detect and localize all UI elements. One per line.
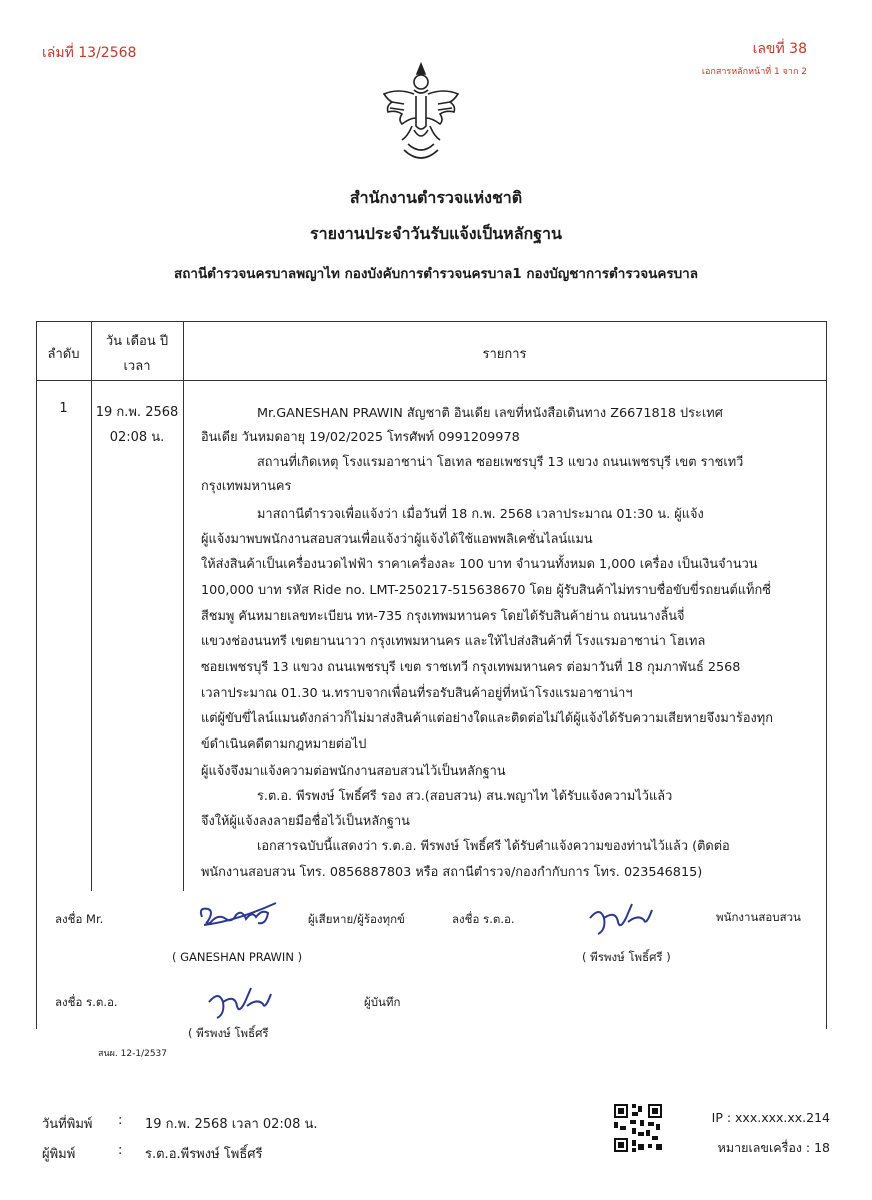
recorder-role: ผู้บันทึก [364, 995, 401, 1009]
body-line-4: กรุงเทพมหานคร [201, 479, 292, 494]
body-line-1: Mr.GANESHAN PRAWIN สัญชาติ อินเดีย เลขที่หนังสือเดินทาง Z6671818 ประเทศ [257, 406, 723, 421]
body-line-6: ผู้แจ้งมาพบพนักงานสอบสวนเพื่อแจ้งว่าผู้แจ้งได้ใช้แอพพลิเคชั่นไลน์แมน [201, 532, 593, 547]
agency-title: สำนักงานตำรวจแห่งชาติ [349, 188, 523, 207]
machine-number: หมายเลขเครื่อง : 18 [717, 1140, 830, 1155]
body-line-15: ผู้แจ้งจึงมาแจ้งความต่อพนักงานสอบสวนไว้เป็นหลักฐาน [201, 764, 506, 779]
printer-value: ร.ต.อ.พีรพงษ์ โพธิ์ศรี [145, 1147, 263, 1162]
row-time: 02:08 น. [109, 430, 165, 445]
sign-label-recorder: ลงชื่อ ร.ต.อ. [55, 995, 118, 1009]
victim-signature [196, 897, 280, 931]
table-header-border [36, 380, 826, 381]
printer-label: ผู้พิมพ์ [42, 1147, 76, 1162]
victim-name: ( GANESHAN PRAWIN ) [172, 950, 303, 964]
table-col-divider-2 [183, 321, 184, 891]
form-code: สนผ. 12-1/2537 [98, 1049, 168, 1059]
header-items: รายการ [482, 347, 527, 362]
body-line-5: มาสถานีตำรวจเพื่อแจ้งว่า เมื่อวันที่ 18 ก.พ. 2568 เวลาประมาณ 01:30 น. ผู้แจ้ง [257, 507, 704, 522]
header-no: ลำดับ [47, 347, 80, 362]
report-title: รายงานประจำวันรับแจ้งเป็นหลักฐาน [310, 224, 562, 243]
header-time: เวลา [123, 359, 151, 374]
ip-address: IP : xxx.xxx.xx.214 [711, 1110, 830, 1125]
sign-label-victim: ลงชื่อ Mr. [55, 912, 104, 926]
body-line-14: ข์ดำเนินคดีตามกฎหมายต่อไป [201, 737, 367, 752]
recorder-signature [205, 984, 275, 1022]
table-left-border [36, 321, 37, 1029]
body-line-8: 100,000 บาท รหัส Ride no. LMT-250217-515638670 โดย ผู้รับสินค้าไม่ทราบชื่อขับขี่รถยนต์แท็กซี่ [201, 583, 771, 598]
body-line-19: พนักงานสอบสวน โทร. 0856887803 หรือ สถานีตำรวจ/กองกำกับการ โทร. 023546815) [201, 865, 703, 880]
officer-signature [586, 900, 656, 938]
book-number: เล่มที่ 13/2568 [42, 45, 137, 61]
sign-label-officer: ลงชื่อ ร.ต.อ. [452, 912, 515, 926]
station-title: สถานีตำรวจนครบาลพญาไท กองบังคับการตำรวจนครบาล1 กองบัญชาการตำรวจนครบาล [173, 266, 699, 282]
body-line-2: อินเดีย วันหมดอายุ 19/02/2025 โทรศัพท์ 0991209978 [201, 430, 520, 445]
body-line-9: สีชมพู คันหมายเลขทะเบียน ทห-735 กรุงเทพมหานคร โดยได้รับสินค้าย่าน ถนนนางลิ้นจี่ [201, 609, 685, 624]
table-right-border [826, 321, 827, 1029]
printer-colon: : [118, 1143, 123, 1158]
row-number: 1 [59, 401, 68, 416]
victim-role: ผู้เสียหาย/ผู้ร้องทุกข์ [308, 912, 405, 926]
body-line-10: แขวงช่องนนทรี เขตยานนาวา กรุงเทพมหานคร และให้ไปส่งสินค้าที่ โรงแรมอาชาน่า โฮเทล [201, 634, 706, 649]
body-line-16: ร.ต.อ. พีรพงษ์ โพธิ์ศรี รอง สว.(สอบสวน) สน.พญาไท ได้รับแจ้งความไว้แล้ว [257, 789, 673, 804]
row-date: 19 ก.พ. 2568 [95, 405, 179, 420]
body-line-12: เวลาประมาณ 01.30 น.ทราบจากเพื่อนที่รอรับสินค้าอยู่ที่หน้าโรงแรมอาชาน่าฯ [201, 686, 633, 701]
recorder-name: ( พีรพงษ์ โพธิ์ศรี [188, 1026, 269, 1040]
body-line-17: จึงให้ผู้แจ้งลงลายมือชื่อไว้เป็นหลักฐาน [201, 814, 410, 829]
officer-name: ( พีรพงษ์ โพธิ์ศรี ) [582, 950, 671, 964]
print-date-value: 19 ก.พ. 2568 เวลา 02:08 น. [145, 1117, 318, 1132]
document-number: เลขที่ 38 [752, 41, 807, 57]
document-number-block [702, 38, 807, 78]
table-top-border [36, 321, 826, 322]
garuda-emblem-icon [378, 60, 464, 170]
page-info: เอกสารหลักหน้าที่ 1 จาก 2 [701, 67, 807, 77]
body-line-7: ให้ส่งสินค้าเป็นเครื่องนวดไฟฟ้า ราคาเครื่องละ 100 บาท จำนวนทั้งหมด 1,000 เครื่อง เป็นเงินจำนวน [201, 557, 758, 572]
print-date-colon: : [118, 1113, 123, 1128]
body-line-3: สถานที่เกิดเหตุ โรงแรมอาชาน่า โฮเทล ซอยเพชรบุรี 13 แขวง ถนนเพชรบุรี เขต ราชเทวี [257, 455, 744, 470]
body-line-11: ซอยเพชรบุรี 13 แขวง ถนนเพชรบุรี เขต ราชเทวี กรุงเทพมหานคร ต่อมาวันที่ 18 กุมภาพันธ์ 2568 [201, 660, 741, 675]
officer-role: พนักงานสอบสวน [716, 910, 801, 924]
body-line-18: เอกสารฉบับนี้แสดงว่า ร.ต.อ. พีรพงษ์ โพธิ์ศรี ได้รับคำแจ้งความของท่านไว้แล้ว (ติดต่อ [257, 839, 730, 854]
qr-code-icon [612, 1102, 664, 1154]
print-date-label: วันที่พิมพ์ [42, 1117, 93, 1132]
body-line-13: แต่ผู้ขับขี่ไลน์แมนดังกล่าวก็ไม่มาส่งสินค้าแต่อย่างใดและติดต่อไม่ได้ผู้แจ้งได้รับความเสียหายจึงมาร้องทุก [201, 711, 773, 726]
header-date: วัน เดือน ปี [105, 334, 169, 349]
